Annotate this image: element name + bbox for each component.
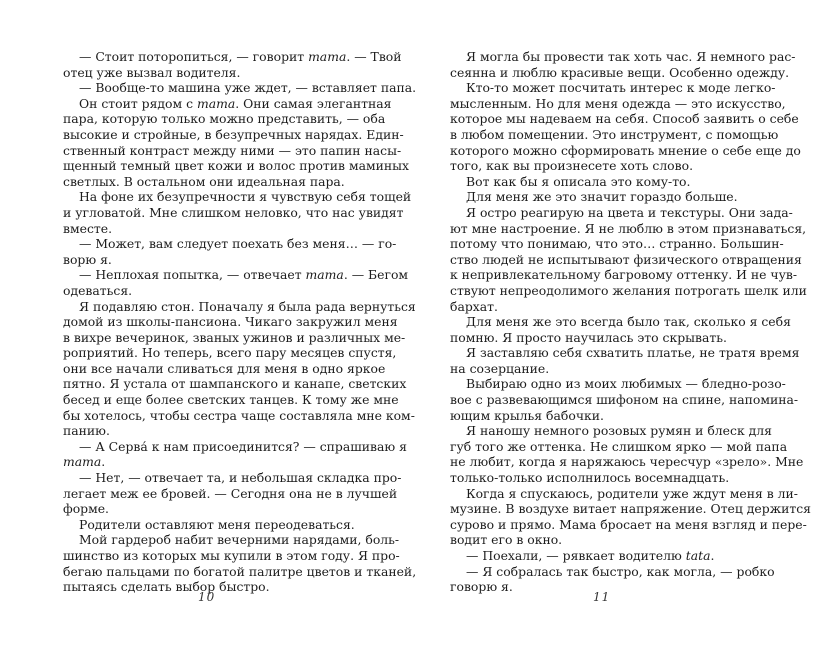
text-line: Для меня же это значит гораздо больше. xyxy=(466,189,738,205)
text-line: бы хотелось, чтобы сестра чаще составляла мне ком- xyxy=(63,407,415,423)
text-line: панию. xyxy=(63,423,110,439)
text-line: Он стоит рядом с mama. Они самая элегантная xyxy=(79,95,392,111)
text-line: которое мы надеваем на себя. Способ заявить о себе xyxy=(450,111,799,127)
text-line: легает меж ее бровей. — Сегодня она не в лучшей xyxy=(63,485,398,501)
text-line: и угловатой. Мне слишком неловко, что нас увидят xyxy=(63,204,404,220)
text-line: бархат. xyxy=(450,298,498,314)
text-line: в вихре вечеринок, званых ужинов и различных ме- xyxy=(63,329,406,345)
text-line: Родители оставляют меня переодеваться. xyxy=(79,516,355,532)
text-line: губ того же оттенка. Не слишком ярко — мой папа xyxy=(450,438,788,454)
text-line: сурово и прямо. Мама бросает на меня взгляд и пере- xyxy=(450,516,807,532)
text-line: — Неплохая попытка, — отвечает mama. — Бегом xyxy=(79,267,409,283)
text-line: форме. xyxy=(63,501,109,517)
text-line: не любит, когда я наряжаюсь чересчур «зрело». Мне xyxy=(450,454,804,470)
text-line: вое с развевающимся шифоном на спине, напомина- xyxy=(450,392,799,408)
text-line: — А Серва́ к нам присоединится? — спрашиваю я xyxy=(79,438,407,454)
text-line: На фоне их безупречности я чувствую себя тощей xyxy=(79,189,412,205)
text-line: Выбираю одно из моих любимых — бледно-розо- xyxy=(466,376,786,392)
italic-word: mama xyxy=(63,454,102,470)
text-line: роприятий. Но теперь, всего пару месяцев спустя, xyxy=(63,345,397,361)
text-line: мысленным. Но для меня одежда — это искусство, xyxy=(450,95,786,111)
text-line: пытаясь сделать выбор быстро. xyxy=(63,579,270,595)
text-line: пара, которую только можно представить, — оба xyxy=(63,111,386,127)
text-line: светлых. В остальном они идеальная пара. xyxy=(63,173,345,189)
text-line: ственный контраст между ними — это папин насы- xyxy=(63,142,402,158)
text-line: mama. xyxy=(63,454,106,470)
italic-word: mama xyxy=(196,95,236,111)
text-line: ворю я. xyxy=(63,251,112,267)
text-line: Вот как бы я описала это кому-то. xyxy=(466,173,691,189)
page-number-right: 11 xyxy=(593,590,611,604)
text-line: — Поехали, — рявкает водителю tata. xyxy=(466,548,715,563)
text-line: Когда я спускаюсь, родители уже ждут меня в ли- xyxy=(466,485,798,501)
text-line: бесед и еще более светских танцев. К тому же мне xyxy=(63,392,399,408)
text-line: водит его в окно. xyxy=(450,532,563,548)
italic-word: mama xyxy=(308,49,347,64)
text-line: музине. В воздухе витает напряжение. Отец держится xyxy=(450,501,811,517)
right-page-text xyxy=(450,49,811,595)
text-line: щенный темный цвет кожи и волос против маминых xyxy=(63,158,409,174)
text-line: пятно. Я устала от шампанского и канапе, светских xyxy=(63,376,407,392)
text-line: одеваться. xyxy=(63,282,133,298)
text-line: к непривлекательному багровому оттенку. И не чув- xyxy=(450,267,798,283)
text-line: — Может, вам следует поехать без меня… — го- xyxy=(79,236,397,252)
text-line: ющим крылья бабочки. xyxy=(450,407,604,423)
text-line: — Нет, — отвечает та, и небольшая складка про- xyxy=(79,470,402,486)
text-line: помню. Я просто научилась это скрывать. xyxy=(450,329,727,345)
text-line: домой из школы-пансиона. Чикаго закружил меня xyxy=(63,314,398,330)
text-line: того, как вы произнесете хоть слово. xyxy=(450,158,694,174)
text-line: бегаю пальцами по богатой палитре цветов и тканей, xyxy=(63,563,417,579)
text-line: на созерцание. xyxy=(450,360,550,376)
text-line: потому что понимаю, что это… странно. Большин- xyxy=(450,236,784,252)
italic-word: tata xyxy=(685,548,711,563)
text-line: говорю я. xyxy=(450,579,513,595)
text-line: Для меня же это всегда было так, сколько я себя xyxy=(466,314,791,330)
text-line: — Я собралась так быстро, как могла, — робко xyxy=(466,563,775,579)
italic-word: mama xyxy=(305,267,344,283)
text-line: ствуют непреодолимого желания потрогать шелк или xyxy=(450,282,807,298)
text-line: Я заставляю себя схватить платье, не тратя время xyxy=(466,345,800,361)
text-line: в любом помещении. Это инструмент, с помощью xyxy=(450,126,779,142)
text-line: отец уже вызвал водителя. xyxy=(63,64,241,80)
text-line: только-только исполнилось восемнадцать. xyxy=(450,470,730,486)
text-line: ют мне настроение. Я не люблю в этом признаваться, xyxy=(450,220,807,236)
text-line: Мой гардероб набит вечерними нарядами, боль- xyxy=(79,532,400,548)
text-line: высокие и стройные, в безупречных нарядах. Един- xyxy=(63,126,404,142)
text-line: Кто-то может посчитать интерес к моде легко- xyxy=(466,80,776,96)
text-line: Я могла бы провести так хоть час. Я немного рас- xyxy=(466,49,796,64)
text-line: они все начали сливаться для меня в одно яркое xyxy=(63,360,386,376)
text-line: — Вообще-то машина уже ждет, — вставляет папа. xyxy=(79,80,417,96)
text-line: шинство из которых мы купили в этом году. Я про- xyxy=(63,548,400,563)
text-line: — Стоит поторопиться, — говорит mama. — Твой xyxy=(79,49,402,64)
page-number-left: 10 xyxy=(198,590,216,604)
text-line: которого можно сформировать мнение о себе еще до xyxy=(450,142,801,158)
text-line: Я наношу немного розовых румян и блеск для xyxy=(466,423,772,439)
left-page-text xyxy=(63,49,417,595)
text-line: ство людей не испытывают физического отвращения xyxy=(450,251,802,267)
text-line: сеянна и люблю красивые вещи. Особенно одежду. xyxy=(450,64,790,80)
text-line: Я остро реагирую на цвета и текстуры. Они зада- xyxy=(466,204,793,220)
text-line: Я подавляю стон. Поначалу я была рада вернуться xyxy=(79,298,416,314)
text-line: вместе. xyxy=(63,220,113,236)
